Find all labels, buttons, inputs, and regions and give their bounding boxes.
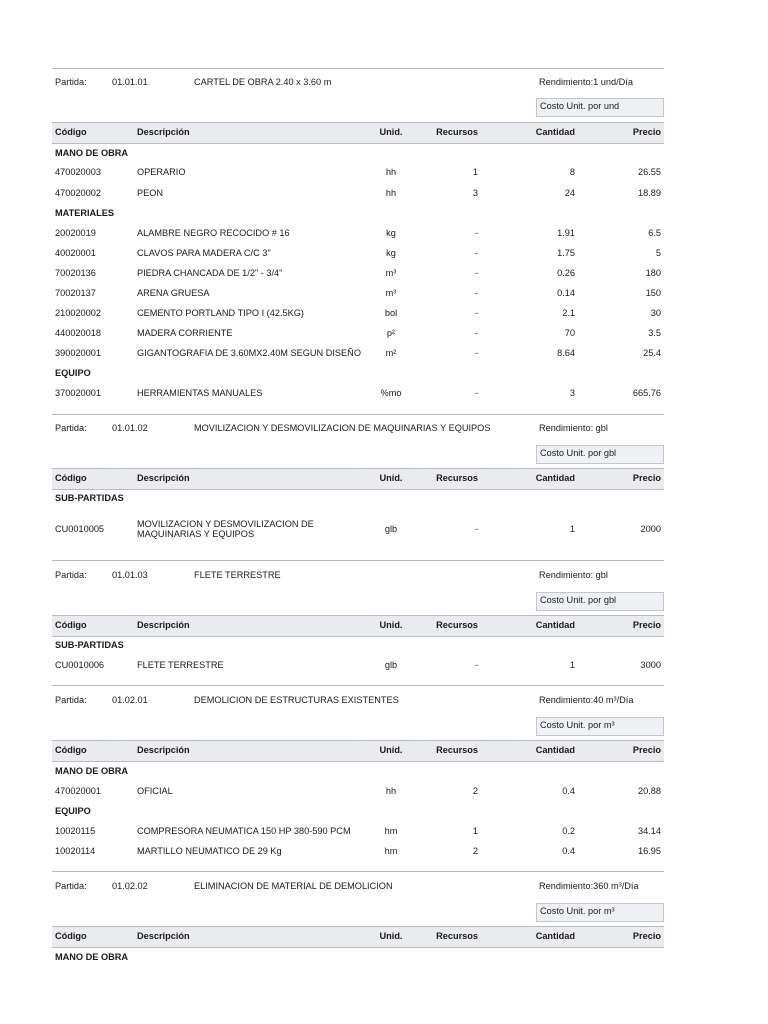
cell-cantidad: 2.1 [562, 308, 575, 318]
separator-line [52, 68, 664, 69]
cell-cantidad: 8.64 [557, 348, 575, 358]
partida-label: Partida: [55, 695, 87, 705]
group-heading: MATERIALES [55, 208, 115, 218]
partida-title: DEMOLICION DE ESTRUCTURAS EXISTENTES [194, 695, 399, 705]
costo-unitario-field: Costo Unit. por und [536, 98, 664, 117]
cell-descripcion: GIGANTOGRAFIA DE 3.60MX2.40M SEGUN DISEÑO [137, 348, 361, 358]
cell-codigo: 20020019 [55, 228, 96, 238]
column-header-codigo: Código [55, 745, 87, 755]
cell-precio: 34.14 [638, 826, 661, 836]
cell-descripcion: FLETE TERRESTRE [137, 660, 224, 670]
cell-descripcion: OPERARIO [137, 167, 186, 177]
cell-descripcion: ALAMBRE NEGRO RECOCIDO # 16 [137, 228, 290, 238]
cell-recursos: - [474, 268, 478, 278]
cell-precio: 16.95 [638, 846, 661, 856]
cell-unid: hm [384, 826, 398, 836]
column-header-unid: Unid. [379, 127, 403, 137]
cell-unid: glb [384, 524, 398, 534]
cell-codigo: 390020001 [55, 348, 101, 358]
costo-unitario-field: Costo Unit. por m³ [536, 903, 664, 922]
column-header-cantidad: Cantidad [535, 745, 575, 755]
column-header-recursos: Recursos [436, 745, 478, 755]
separator-line [52, 560, 664, 561]
group-heading: SUB-PARTIDAS [55, 640, 124, 650]
partida-title: MOVILIZACION Y DESMOVILIZACION DE MAQUINARIAS Y EQUIPOS [194, 423, 491, 433]
cell-codigo: CU0010006 [55, 660, 105, 670]
cell-cantidad: 0.14 [557, 288, 575, 298]
column-header-precio: Precio [632, 931, 661, 941]
separator-line [52, 685, 664, 686]
column-header-cantidad: Cantidad [535, 473, 575, 483]
partida-label: Partida: [55, 423, 87, 433]
cell-unid: hm [384, 846, 398, 856]
partida-label: Partida: [55, 77, 87, 87]
column-header-cantidad: Cantidad [535, 931, 575, 941]
cell-recursos: - [474, 228, 478, 238]
cell-precio: 180 [645, 268, 661, 278]
column-header-descripcion: Descripción [137, 473, 190, 483]
cell-unid: kg [386, 228, 396, 238]
cell-recursos: - [474, 348, 478, 358]
group-heading: MANO DE OBRA [55, 148, 128, 158]
cell-cantidad: 1 [569, 660, 575, 670]
cell-descripcion: OFICIAL [137, 786, 173, 796]
cell-codigo: 470020003 [55, 167, 101, 177]
cell-recursos: 1 [472, 826, 478, 836]
rendimiento: Rendimiento:360 m³/Día [539, 881, 639, 891]
cell-codigo: 470020002 [55, 188, 101, 198]
cell-recursos: - [474, 328, 478, 338]
costo-unitario-field: Costo Unit. por m³ [536, 717, 664, 736]
cell-cantidad: 1.75 [557, 248, 575, 258]
column-header-precio: Precio [632, 127, 661, 137]
column-header-recursos: Recursos [436, 931, 478, 941]
column-header-precio: Precio [632, 620, 661, 630]
cell-unid: bol [384, 308, 398, 318]
group-heading: EQUIPO [55, 806, 91, 816]
separator-line [52, 871, 664, 872]
table-header [52, 615, 664, 637]
rendimiento: Rendimiento:1 und/Día [539, 77, 633, 87]
cell-codigo: 470020001 [55, 786, 101, 796]
cell-cantidad: 70 [564, 328, 575, 338]
rendimiento: Rendimiento: gbl [539, 423, 608, 433]
cell-unid: hh [385, 786, 397, 796]
cell-codigo: 10020115 [55, 826, 96, 836]
cell-recursos: 3 [472, 188, 478, 198]
cell-precio: 30 [650, 308, 661, 318]
cell-precio: 150 [645, 288, 661, 298]
cell-cantidad: 1 [569, 524, 575, 534]
column-header-precio: Precio [632, 745, 661, 755]
column-header-descripcion: Descripción [137, 745, 190, 755]
group-heading: MANO DE OBRA [55, 766, 128, 776]
cell-recursos: 1 [472, 167, 478, 177]
partida-code: 01.01.01 [112, 77, 148, 87]
cell-codigo: 10020114 [55, 846, 96, 856]
cell-precio: 3000 [640, 660, 661, 670]
cell-codigo: 210020002 [55, 308, 101, 318]
cell-cantidad: 8 [569, 167, 575, 177]
column-header-descripcion: Descripción [137, 931, 190, 941]
cell-cantidad: 0.4 [562, 786, 575, 796]
cell-recursos: - [474, 660, 478, 670]
cell-cantidad: 0.4 [562, 846, 575, 856]
cell-unid: hh [385, 188, 397, 198]
cell-precio: 6.5 [648, 228, 661, 238]
cell-descripcion: CLAVOS PARA MADERA C/C 3'' [137, 248, 271, 258]
cell-precio: 26.55 [638, 167, 661, 177]
cell-descripcion: COMPRESORA NEUMATICA 150 HP 380-590 PCM [137, 826, 351, 836]
cell-precio: 665.76 [632, 388, 661, 398]
cell-recursos: - [474, 308, 478, 318]
cell-cantidad: 0.2 [562, 826, 575, 836]
cell-unid: m³ [385, 288, 397, 298]
cell-codigo: 370020001 [55, 388, 101, 398]
partida-code: 01.01.03 [112, 570, 148, 580]
column-header-precio: Precio [632, 473, 661, 483]
cell-descripcion: PEON [137, 188, 164, 198]
column-header-codigo: Código [55, 127, 87, 137]
cell-recursos: - [474, 388, 478, 398]
column-header-recursos: Recursos [436, 473, 478, 483]
partida-label: Partida: [55, 881, 87, 891]
column-header-unid: Unid. [379, 745, 403, 755]
cell-unid: kg [386, 248, 396, 258]
cell-codigo: 70020137 [55, 288, 96, 298]
partida-title: CARTEL DE OBRA 2.40 x 3.60 m [194, 77, 332, 87]
cell-descripcion: MARTILLO NEUMATICO DE 29 Kg [137, 846, 282, 856]
partida-label: Partida: [55, 570, 87, 580]
cell-precio: 5 [655, 248, 661, 258]
cell-precio: 20.88 [638, 786, 661, 796]
cell-precio: 25.4 [643, 348, 661, 358]
column-header-recursos: Recursos [436, 620, 478, 630]
separator-line [52, 414, 664, 415]
column-header-codigo: Código [55, 473, 87, 483]
cell-descripcion: PIEDRA CHANCADA DE 1/2" - 3/4" [137, 268, 283, 278]
group-heading: MANO DE OBRA [55, 952, 128, 962]
column-header-unid: Unid. [379, 620, 403, 630]
column-header-codigo: Código [55, 931, 87, 941]
partida-code: 01.01.02 [112, 423, 148, 433]
cell-codigo: CU0010005 [55, 524, 105, 534]
column-header-descripcion: Descripción [137, 620, 190, 630]
cell-recursos: 2 [472, 846, 478, 856]
cell-cantidad: 1.91 [557, 228, 575, 238]
cell-unid: %mo [380, 388, 402, 398]
costo-unitario-field: Costo Unit. por gbl [536, 445, 664, 464]
rendimiento: Rendimiento:40 m³/Día [539, 695, 634, 705]
cell-unid: glb [384, 660, 398, 670]
cell-cantidad: 0.26 [557, 268, 575, 278]
cell-codigo: 70020136 [55, 268, 96, 278]
cell-unid: m² [385, 348, 397, 358]
column-header-descripcion: Descripción [137, 127, 190, 137]
cell-descripcion: HERRAMIENTAS MANUALES [137, 388, 263, 398]
table-header [52, 740, 664, 762]
costo-unitario-field: Costo Unit. por gbl [536, 592, 664, 611]
table-header [52, 468, 664, 490]
column-header-cantidad: Cantidad [535, 127, 575, 137]
partida-title: FLETE TERRESTRE [194, 570, 281, 580]
cell-unid: m³ [385, 268, 397, 278]
cell-recursos: 2 [472, 786, 478, 796]
cell-codigo: 40020001 [55, 248, 96, 258]
rendimiento: Rendimiento: gbl [539, 570, 608, 580]
column-header-codigo: Código [55, 620, 87, 630]
cell-unid: p² [386, 328, 396, 338]
cell-recursos: - [474, 248, 478, 258]
group-heading: EQUIPO [55, 368, 91, 378]
cell-descripcion: MADERA CORRIENTE [137, 328, 233, 338]
column-header-cantidad: Cantidad [535, 620, 575, 630]
cell-descripcion: ARENA GRUESA [137, 288, 210, 298]
cell-unid: hh [385, 167, 397, 177]
cell-codigo: 440020018 [55, 328, 101, 338]
table-header [52, 926, 664, 948]
partida-code: 01.02.01 [112, 695, 148, 705]
column-header-unid: Unid. [379, 931, 403, 941]
column-header-recursos: Recursos [436, 127, 478, 137]
group-heading: SUB-PARTIDAS [55, 493, 124, 503]
cell-cantidad: 3 [569, 388, 575, 398]
cell-precio: 2000 [640, 524, 661, 534]
cell-descripcion: MOVILIZACION Y DESMOVILIZACION DE MAQUINARIAS Y EQUIPOS [137, 519, 314, 539]
table-header [52, 122, 664, 144]
cell-precio: 3.5 [648, 328, 661, 338]
cell-precio: 18.89 [638, 188, 661, 198]
partida-code: 01.02.02 [112, 881, 148, 891]
column-header-unid: Unid. [379, 473, 403, 483]
cell-recursos: - [474, 524, 478, 534]
cell-descripcion: CEMENTO PORTLAND TIPO I (42.5KG) [137, 308, 304, 318]
cell-recursos: - [474, 288, 478, 298]
cell-cantidad: 24 [564, 188, 575, 198]
partida-title: ELIMINACION DE MATERIAL DE DEMOLICION [194, 881, 393, 891]
